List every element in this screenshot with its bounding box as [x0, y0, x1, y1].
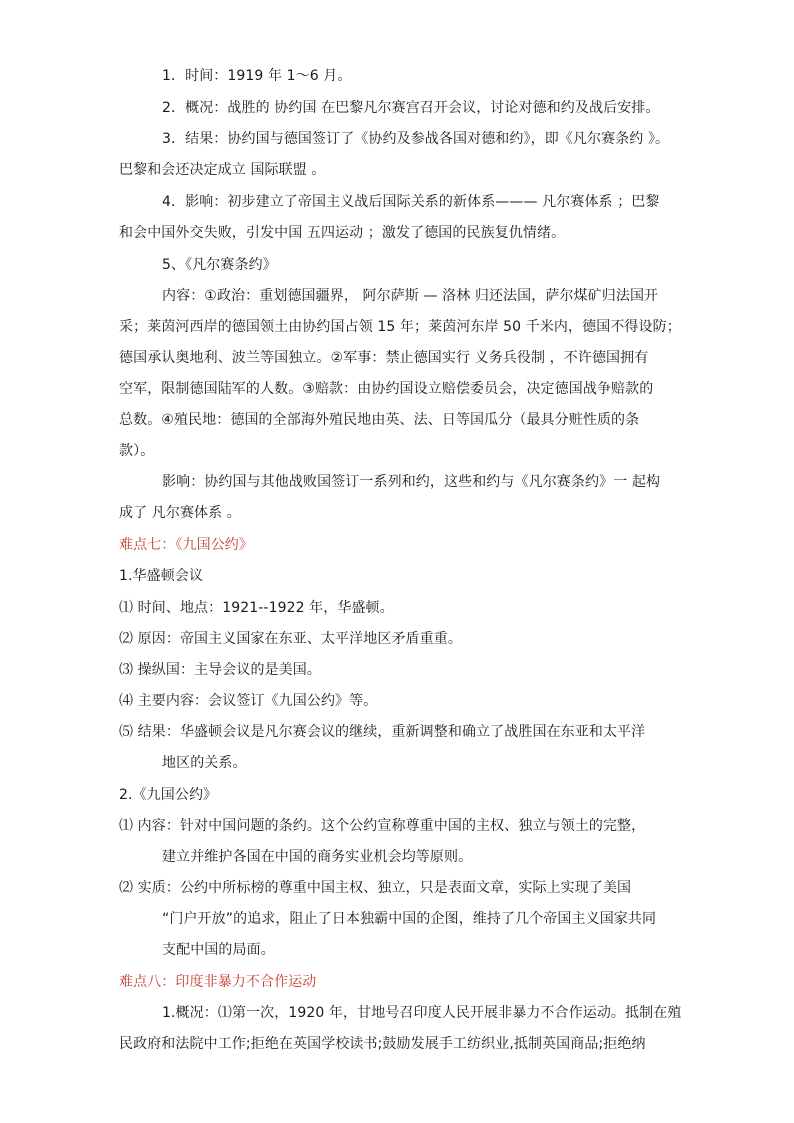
item-time: 1．时间：1919 年 1～6 月。: [162, 68, 352, 84]
list-item: ⑴ 时间、地点：1921--1922 年，华盛顿。: [119, 600, 394, 616]
list-item: ⑵ 实质：公约中所标榜的尊重中国主权、独立，只是表面文章，实际上实现了美国: [119, 880, 632, 896]
list-item: ⑸ 结果：华盛顿会议是凡尔赛会议的继续，重新调整和确立了战胜国在东亚和太平洋: [119, 724, 646, 740]
list-item: ⑶ 操纵国：主导会议的是美国。: [119, 662, 321, 678]
versailles-title: 5、《凡尔赛条约》: [162, 257, 277, 273]
list-item-continuation: 建立并维护各国在中国的商务实业机会均等原则。: [162, 849, 473, 865]
item-result-line1: 3．结果：协约国与德国签订了《协约及参战各国对德和约》，即《凡尔赛条约 》。: [162, 131, 670, 147]
content-line: 内容：①政治：重划德国疆界， 阿尔萨斯 — 洛林 归还法国，萨尔煤矿归法国开: [162, 288, 659, 304]
item-overview: 2．概况：战胜的 协约国 在巴黎凡尔赛宫召开会议，讨论对德和约及战后安排。: [162, 100, 660, 116]
list-item-continuation: 支配中国的局面。: [162, 942, 275, 958]
list-item: ⑴ 内容：针对中国问题的条约。这个公约宣称尊重中国的主权、独立与领土的完整，: [119, 818, 646, 834]
list-item-continuation: “门户开放”的追求，阻止了日本独霸中国的企图，维持了几个帝国主义国家共同: [162, 911, 657, 927]
item-impact-line1: 4．影响：初步建立了帝国主义战后国际关系的新体系——— 凡尔赛体系 ；巴黎: [162, 194, 660, 210]
item-impact-line2: 和会中国外交失败，引发中国 五四运动 ；激发了德国的民族复仇情绪。: [119, 225, 566, 241]
paragraph-line: 1.概况：⑴第一次，1920 年，甘地号召印度人民开展非暴力不合作运动。抵制在殖: [162, 1005, 682, 1021]
subheading: 1.华盛顿会议: [119, 568, 204, 584]
content-line: 德国承认奥地利、波兰等国独立。②军事：禁止德国实行 义务兵役制 ，不许德国拥有: [119, 350, 649, 366]
item-result-line2: 巴黎和会还决定成立 国际联盟 。: [119, 162, 326, 178]
section-heading: 难点八：印度非暴力不合作运动: [119, 974, 317, 990]
impact-paragraph-line: 成了 凡尔赛体系 。: [119, 505, 241, 521]
content-line: 空军，限制德国陆军的人数。③赔款：由协约国设立赔偿委员会，决定德国战争赔款的: [119, 381, 654, 397]
content-line: 采；莱茵河西岸的德国领土由协约国占领 15 年；莱茵河东岸 50 千米内，德国不得设防；: [119, 319, 681, 335]
paragraph-line: 民政府和法院中工作;拒绝在英国学校读书;鼓励发展手工纺织业,抵制英国商品;拒绝纳: [119, 1036, 646, 1052]
content-line: 总数。④殖民地：德国的全部海外殖民地由英、法、日等国瓜分（最具分赃性质的条: [119, 412, 640, 428]
list-item: ⑷ 主要内容：会议签订《九国公约》等。: [119, 693, 378, 709]
impact-paragraph-line: 影响：协约国与其他战败国签订一系列和约，这些和约与《凡尔赛条约》一 起构: [162, 474, 661, 490]
list-item: ⑵ 原因：帝国主义国家在东亚、太平洋地区矛盾重重。: [119, 631, 462, 647]
section-heading: 难点七：《九国公约》: [119, 537, 253, 553]
content-line: 款）。: [119, 443, 155, 459]
subheading: 2.《九国公约》: [119, 787, 218, 803]
list-item-continuation: 地区的关系。: [162, 755, 247, 771]
